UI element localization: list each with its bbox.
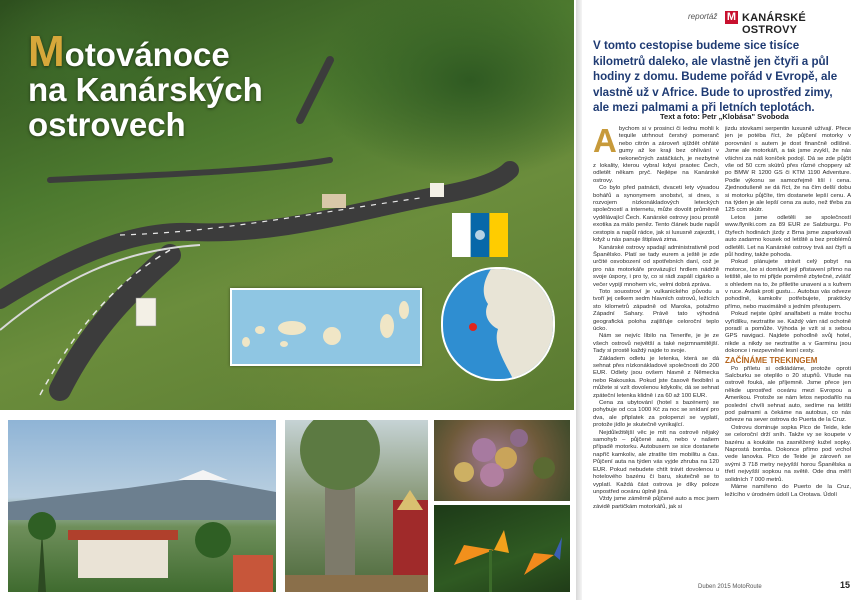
- hero-photo-serpentine-road: [0, 0, 574, 410]
- subheading: ZAČÍNÁME TREKINGEM: [725, 355, 818, 365]
- paragraph-1: Abychom si v prosinci či lednu mohli k tequile utrhnout čerstvý pomeranč nebo citrón a zároveň sjíždět ohřáté gumy až ke kraji bez ohlívání v nekonečných zatáčkách, je nezbytné z lokality, kterou vybral kdysi praotec Čech, odletět někam pryč. Nejlépe na Kanárské ostrovy.: [593, 122, 719, 184]
- paragraph: Vždy jsme záměrně půjčené auto a moc jsem závidě partičkám motorkářů, jak si: [593, 496, 719, 510]
- section-label: reportáž: [688, 12, 718, 21]
- islands-map-inset: [230, 288, 422, 366]
- page-number: 15: [840, 580, 851, 590]
- islands-map: [232, 290, 420, 364]
- paragraph: Máme namířeno do Puerto de la Cruz, ležícího v úrodném údolí La Orotava. Údolí: [725, 484, 851, 498]
- globe-locator: [441, 267, 555, 381]
- photo-dragon-tree: [285, 420, 428, 592]
- title-line-3: ostrovech: [28, 106, 186, 143]
- article-lead: V tomto cestopise budeme sice tisíce kilometrů daleko, ale vlastně jen čtyři a půl hodiny z domu. Budeme pořád v Evropě, ale vlastně už v Africe. Bude to uprostřed zimy, ale mezi palmami a při letních teplotách.: [593, 39, 838, 115]
- article-author: Text a foto: Petr „Klobása" Svoboda: [660, 112, 789, 121]
- photo-town-and-volcano: [8, 420, 276, 592]
- paragraph: Letos jsme odletěli se společností www.flyniki.com za 89 EUR ze Salzburgu. Po čtyřech hodinách jízdy z Brna jsme zaparkovali auto zadarmo kousek od letiště a bez problémů odletěli. Let na Kanárské ostrovy trvá asi čtyři a půl hodiny, takže pohoda.: [725, 214, 851, 258]
- article-title: [28, 27, 263, 143]
- paragraph: Cena za ubytování (hotel s bazénem) se pohybuje od cca 1000 Kč za noc se snídaní pro dva, ale připlatek za polopenzi se vyplatí, protože jídlo je skutečně vynikající.: [593, 400, 719, 429]
- title-initial: M: [28, 27, 65, 76]
- title-line-2: na Kanárských: [28, 71, 263, 108]
- paragraph: Kanárské ostrovy spadají administrativně pod Španělsko. Platí se tady eurem a ještě je zde určité osvobození od spotřebních daní, což je pro nás motorkáře provázující hrdlem nádržě svoje úspory, i pro ty, co si rádi zapálí cigárko a večer vypijí mnohem víc, velmi dobrá zpráva.: [593, 244, 719, 288]
- paragraph: Základem odletu je letenka, která se dá sehnat přes nízkonákladové společnosti do 200 EUR. Odlety jsou ovšem hlavně z Německa nebo Rakouska. Pokud jste časově flexibilní a můžete si vzít dovolenou kdykoliv, dá se sehnat zpáteční letenka klidně i za 60 až 100 EUR.: [593, 355, 719, 399]
- flower-illustration: [434, 505, 570, 592]
- paragraph: Toto souostroví je vulkanického původu a tvoří jej celkem sedm hlavních ostrovů, ležících sto kilometrů západně od Maroka, potažmo Západní Sahary. Právě tato výhodná geografická poloha zajišťuje celoroční teplo úcko.: [593, 288, 719, 332]
- paragraph: Pokud nejste úplní analfabeti a máte trochu vyřídilku, neztratíte se. Každý vám rád ochotně poradí a pomůže. Výhoda je vzít si s sebou GPS navigaci. Najdete pohodlně svůj hotel, nikde a nikdy se neztratíte a v Garminu jsou dokonce i nezpevněné lesní cesty.: [725, 311, 851, 355]
- dropcap: A: [593, 122, 617, 159]
- photo-fruits: [434, 420, 570, 501]
- body-column-1: [593, 122, 719, 511]
- paragraph: Ostrovu dominuje sopka Pico de Teide, kde se celoroční drží sníh. Takže vy se koupete v bazénu a koukáte na zasněžený kužel sopky. Naprostá bomba. Dokonce přímo pod vrchol vede lanovka. Pico de Teide je zároveň se svými 3 718 metry nejvyšší horou Španělska a třetí nejvyšší sopkou na světě. Ode dna měří solidních 7 000 metrů.: [725, 424, 851, 483]
- town-illustration: [8, 420, 276, 592]
- page-gutter: [576, 0, 582, 600]
- paragraph: Co bylo před patnácti, dvaceti lety výsadou bohářů a synonymem snobství, si dnes, s rozvojem nízkonákladových leteckých společností a internetu, může dovolit průměrně vydělávající Čech. Kanárské ostrovy jsou prostě exotika za málo peněz. Tento článek bude napůl cestopis a napůl rádce, jak si luxusně zajezdit, i když u nás panuje štiplavá zima.: [593, 185, 719, 244]
- paragraph: Nám se nejvíc líbilo na Tenerife, je je ze všech ostrovů největší a také nejzmnamitější. Tady si prostě každý najde to svoje.: [593, 333, 719, 355]
- canary-islands-flag-icon: [452, 213, 508, 257]
- paragraph: jizdu stovkami serpentin luxusně užívají. Přece jen je potéba říct, že půjčení motorky v porovnání s autem je dost finančně odlišné. Jsme ale motorkáři, a tak jsme zvyklí, že nás všichni za náš koníček podojí. Dá se zde půjčit vše od 50 ccm skútrů přes různé choppery až po BMW R 1200 GS či KTM 1190 Adventure. Podle výkonu se samozřejmě liší i cena. Zjednodušeně se dá říct, že na čím delší dobu si motorku půjčíte, tím dostanete lepší cenu. A na týden je ale lepší cena za auto, než třeba za 125 ccm skútr.: [725, 126, 851, 214]
- dragon-tree-illustration: [285, 420, 428, 592]
- paragraph: Po příletu si odkládáme, protože oproti Salcburku se oteplilo o 20 stupňů. Všude na ostrově fouká, ale příjemně. Jsme přece jen někde uprostřed oceánu mezi Evropou a Amerikou. Protože se nám letos nepodařilo na poslední chvíli sehnat auto, sedíme na letišti pod palmami a čekáme na autobus, co nás odveze na sever ostrova do Puerta de la Cruz.: [725, 365, 851, 424]
- paragraph: Pokud plánujete strávit celý pobyt na motorce, lze si domluvit její přistavení přímo na letiště, ale to mi přijde poměrně zbytečné, zvlášť s ohledem na to, že přiletíte unaveni a s kufrem v ruce. Avšak proti gustu… Autobus vás odveze pohodlně, kamkoliv potřebujete, prakticky přímo, nebo maximálně s jedním přestupem.: [725, 259, 851, 310]
- fruits-illustration: [434, 420, 570, 501]
- globe-map: [443, 269, 553, 379]
- issue-footer: Duben 2015 MotoRoute: [698, 584, 762, 590]
- magazine-logo-icon: M: [726, 11, 737, 23]
- photo-bird-of-paradise-flower: [434, 505, 570, 592]
- section-title: KANÁRSKÉ OSTROVY: [742, 12, 806, 36]
- title-line-1: otovánoce: [64, 36, 230, 73]
- paragraph: Nejdůležitější věc je mít na ostrově nějaký samohyb – půjčené auto, nebo v našem případě motorku. Autobusem se sice dostanete napříč kamkoliv, ale ztratíte tím mobilitu a čas. Půjčení auta na týden vás vyjde zhruba na 120 EUR. Pokud nebudete chtít trávit dovolenou u hotelového bazénu či baru, skutečně se to vyplatí. Každá část ostrova je díky poloze unpostřed oceánu úplně jiná.: [593, 429, 719, 495]
- body-column-2: [725, 126, 851, 499]
